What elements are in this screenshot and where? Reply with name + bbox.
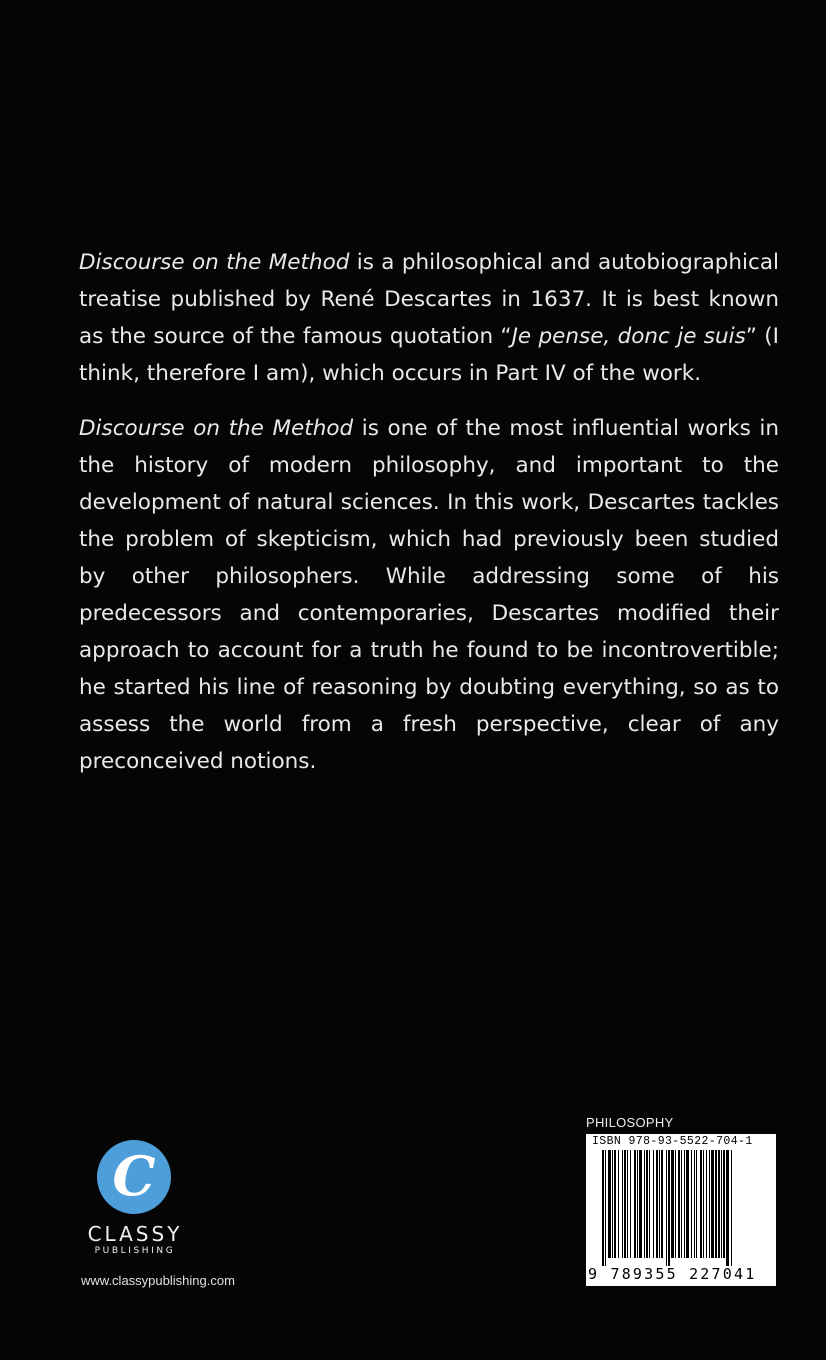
book-title-italic: Discourse on the Method (79, 250, 350, 275)
blurb-text: is one of the most influential works in the history of modern philosophy, and important to the development of natural sciences. In this work, Descartes tackles the problem of skepticism, which had previously been studied by other philosophers. While addressing some of his predecessors and contemporaries, Descartes modified their approach to account for a truth he found to be incontrovertible; he started his line of reasoning by doubting everything, so as to assess the world from a fresh perspective, clear of any preconceived notions. (79, 416, 779, 774)
ean-digits: 9 789355 227041 (588, 1265, 757, 1283)
genre-label: PHILOSOPHY (586, 1115, 674, 1130)
publisher-subtitle: PUBLISHING (94, 1246, 176, 1256)
blurb-text: is a philosophical and autobiographical treatise published by René Descartes in 1637. It is best known as the source of the famous quotation “ (79, 250, 779, 349)
blurb-paragraph-2 (79, 410, 779, 780)
publisher-website: www.classypublishing.com (81, 1273, 235, 1288)
isbn-barcode (586, 1134, 776, 1286)
barcode-bars (586, 1150, 776, 1266)
blurb-text: ” (I think, therefore I am), which occurs in Part IV of the work. (79, 324, 780, 386)
book-title-italic: Discourse on the Method (79, 416, 354, 441)
publisher-name: CLASSY (87, 1222, 183, 1246)
classy-c-logo-icon (97, 1140, 171, 1214)
quote-italic: Je pense, donc je suis (511, 324, 746, 349)
isbn-label: ISBN 978-93-5522-704-1 (592, 1135, 753, 1148)
blurb-paragraph-1 (79, 244, 779, 392)
svg-text:C: C (112, 1144, 156, 1208)
back-cover-blurb (79, 244, 779, 780)
